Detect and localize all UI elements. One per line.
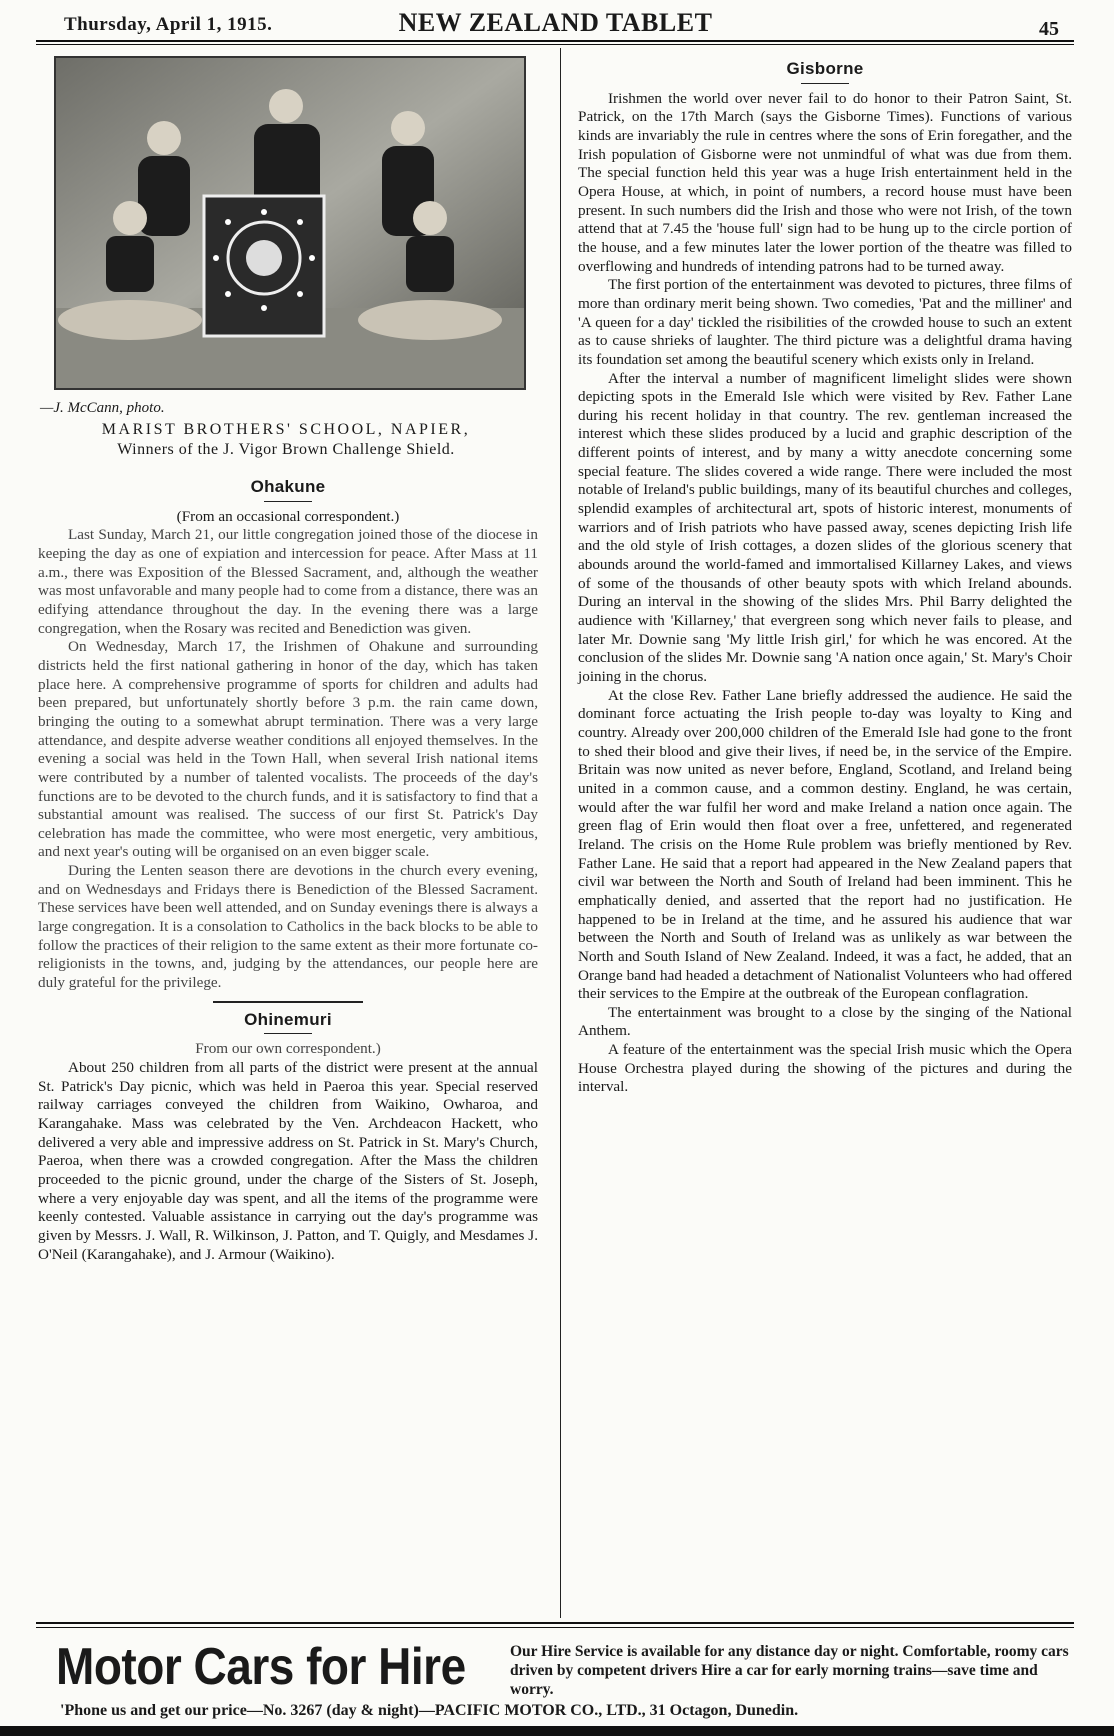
gisborne-paragraph: A feature of the entertainment was the special Irish music which the Opera House Orchestra played during the showing of the pictures and during the interval.	[578, 1041, 1072, 1096]
gisborne-heading: Gisborne	[786, 59, 864, 78]
heading-rule	[801, 83, 849, 84]
team-photo	[54, 56, 526, 390]
ohinemuri-byline: From our own correspondent.)	[195, 1040, 381, 1058]
motor-car-advert	[36, 1622, 1074, 1734]
ohakune-paragraph: Last Sunday, March 21, our little congregation joined those of the diocese in keeping the day as one of expiation and intercession for peace. After Mass at 11 a.m., there was Exposition of the Blessed Sacrament, and, although the weather was most unfavorable and many people had to come from a distance, there was an edifying attendance throughout the day. In the evening there was a large congregation, when the Rosary was recited and Benediction was given.	[38, 526, 538, 637]
gisborne-paragraph: Irishmen the world over never fail to do honor to their Patron Saint, St. Patrick, on the 17th March (says the Gisborne Times). Functions of various kinds are invariably the rule in centres where the sons of Erin foregather, and the Irish population of Gisborne were not unmindful of what was due from them. The special function held this year was a huge Irish entertainment held in the Opera House, at which, in point of numbers, a record house must have been present. In such numbers did the Irish and those who were not Irish, of the town attend that at 7.45 the 'house full' sign had to be hung up to the circle portion of the house, and a few minutes later the lower portion of the theatre was filled to overflowing and hundreds of intending patrons had to be turned away.	[578, 89, 1072, 275]
ohinemuri-paragraph: About 250 children from all parts of the district were present at the annual St. Patrick's Day picnic, which was held in Paeroa this year. Special reserved railway carriages conveyed the children from Waikino, Owharoa, and Karangahake. Mass was celebrated by the Ven. Archdeacon Hackett, who delivered a very able and impressive address on St. Patrick in St. Mary's Church, Paeroa, when there was a crowded congregation. After the Mass the children proceeded to the picnic ground, under the charge of the Sisters of St. Joseph, where a very enjoyable day was spent, and all the items of the programme were keenly contested. Valuable assistance in carrying out the day's programme was given by Messrs. J. Wall, R. Wilkinson, J. Patton, and T. Quigly, and Mesdames J. O'Neil (Karangahake), and J. Armour (Waikino).	[38, 1059, 538, 1263]
ohakune-body	[38, 526, 538, 992]
ohakune-paragraph: During the Lenten season there are devotions in the church every evening, and on Wednesdays and Fridays there is Benediction of the Blessed Sacrament. These services have been well attended, and on Sunday evenings there is always a large congregation. It is a consolation to Catholics in the back blocks to be able to follow the practices of their religion to the same extent as their more fortunate co-religionists in the towns, and, judging by the attendances, our people here are duly grateful for the privilege.	[38, 862, 538, 992]
photo-caption	[36, 400, 536, 459]
gisborne-paragraph: The entertainment was brought to a close by the singing of the National Anthem.	[578, 1003, 1072, 1040]
page-number: 45	[1039, 18, 1059, 40]
header-rule	[36, 40, 1074, 42]
photo-title: MARIST BROTHERS' SCHOOL, NAPIER,	[101, 421, 471, 438]
page-header	[38, 8, 1073, 38]
ohakune-heading: Ohakune	[250, 477, 326, 496]
photo-subtitle: Winners of the J. Vigor Brown Challenge Shield.	[117, 441, 455, 458]
article-divider	[213, 1001, 363, 1003]
ohakune-paragraph: On Wednesday, March 17, the Irishmen of Ohakune and surrounding districts held the first national gathering in honor of the day, which has taken place here. A comprehensive programme of sports for children and adults had been prepared, but unfortunately shortly before 3 p.m. the rain came down, bringing the outing to a somewhat abrupt termination. There was a very large attendance, and despite adverse weather conditions all enjoyed themselves. In the evening a social was held in the Town Hall, when several Irish national items were contributed by a number of talented vocalists. The proceeds of the day's functions are to be devoted to the church funds, and it is satisfactory to find that a substantial amount was realised. The success of our first St. Patrick's Day celebration has made the committee, who were most energetic, very ambitious, and next year's outing will be organised on an even bigger scale.	[38, 638, 538, 861]
ohinemuri-heading: Ohinemuri	[244, 1009, 332, 1029]
header-rule-thin	[36, 44, 1074, 45]
heading-rule	[264, 1033, 312, 1034]
photo-credit: —J. McCann, photo.	[40, 400, 165, 416]
heading-rule	[264, 501, 312, 502]
left-column	[38, 478, 538, 1264]
gisborne-paragraph: After the interval a number of magnificent limelight slides were shown depicting spots in the Emerald Isle which were visited by Rev. Father Lane during his recent holiday in that country. The rev. gentleman increased the interest which these slides produced by a lucid and graphic description of the different points of interest, and by many a witty anecdote concerning some special feature. The slides covered a wide range. There were included the most notable of Ireland's public buildings, many of its beautiful churches and colleges, splendid examples of architectural art, spots of historic interest, monuments of warriors and of Irish patriots who have passed away, scenes depicting Irish life and the old style of Irish cottages, a dozen slides of the glorious scenery that abounds around the world-famed and immortalised Killarney Lakes, and views of some of the thousands of other beauty spots with which Ireland abounds. During an interval in the showing of the slides Mrs. Phil Barry delighted the audience with 'Killarney,' that evergreen song which never fails to please, and later Mr. Downie sang 'My little Irish girl,' for which he was encored. At the conclusion of the slides Mr. Downie sang 'A nation once again,' St. Mary's Choir joining in the chorus.	[578, 369, 1072, 685]
advert-rule	[36, 1622, 1074, 1624]
column-rule	[560, 48, 561, 1618]
masthead: NEW ZEALAND TABLET	[398, 8, 713, 37]
ohakune-byline: (From an occasional correspondent.)	[176, 507, 400, 525]
gisborne-paragraph: The first portion of the entertainment was devoted to pictures, three films of more than ordinary merit being shown. Two comedies, 'Pat and the milliner' and 'A queen for a day' tickled the risibilities of the crowded house to such an extent as to cause shrieks of laughter. The third picture was a delightful drama having its foundation set among the beautiful scenery which exists only in Ireland.	[578, 276, 1072, 368]
team-photo-image	[56, 58, 524, 388]
advert-rule-thin	[36, 1627, 1074, 1628]
right-column	[578, 60, 1072, 1097]
advert-blurb: Our Hire Service is available for any distance day or night. Comfortable, roomy cars driven by competent drivers Hire a car for early morning trains—save time and worry.	[510, 1643, 1069, 1698]
advert-phone-line: 'Phone us and get our price—No. 3267 (day & night)—PACIFIC MOTOR CO., LTD., 31 Octagon, Dunedin.	[60, 1702, 799, 1719]
gisborne-paragraph: At the close Rev. Father Lane briefly addressed the audience. He said the dominant force actuating the Irish people to-day was loyalty to King and country. Already over 200,000 children of the Emerald Isle had gone to the front to shed their blood and give their lives, if need be, in the service of the Empire. Britain was now united as never before, England, Scotland, and Ireland being united in a common cause, and a common destiny. England, he was certain, would after the war fulfil her word and make Ireland a nation once again. The green flag of Erin would then float over a free, unfettered, and regenerated Ireland. The crisis on the Home Rule problem was briefly mentioned by Rev. Father Lane. He said that a report had appeared in the New Zealand papers that civil war between the North and South of Ireland had been imminent. This he emphatically denied, and asserted that the report had no justification. He happened to be in Ireland at the time, and he assured his audience that war between the North and South of Ireland was as unlikely as war between the North and South Island of New Zealand. Indeed, it was a fact, he added, that an Orange band had headed a detachment of Nationalist Volunteers who had offered their services to the Empire at the outbreak of the European conflagration.	[578, 686, 1072, 1003]
advert-headline: Motor Cars for Hire	[56, 1637, 466, 1696]
issue-date: Thursday, April 1, 1915.	[64, 14, 273, 35]
